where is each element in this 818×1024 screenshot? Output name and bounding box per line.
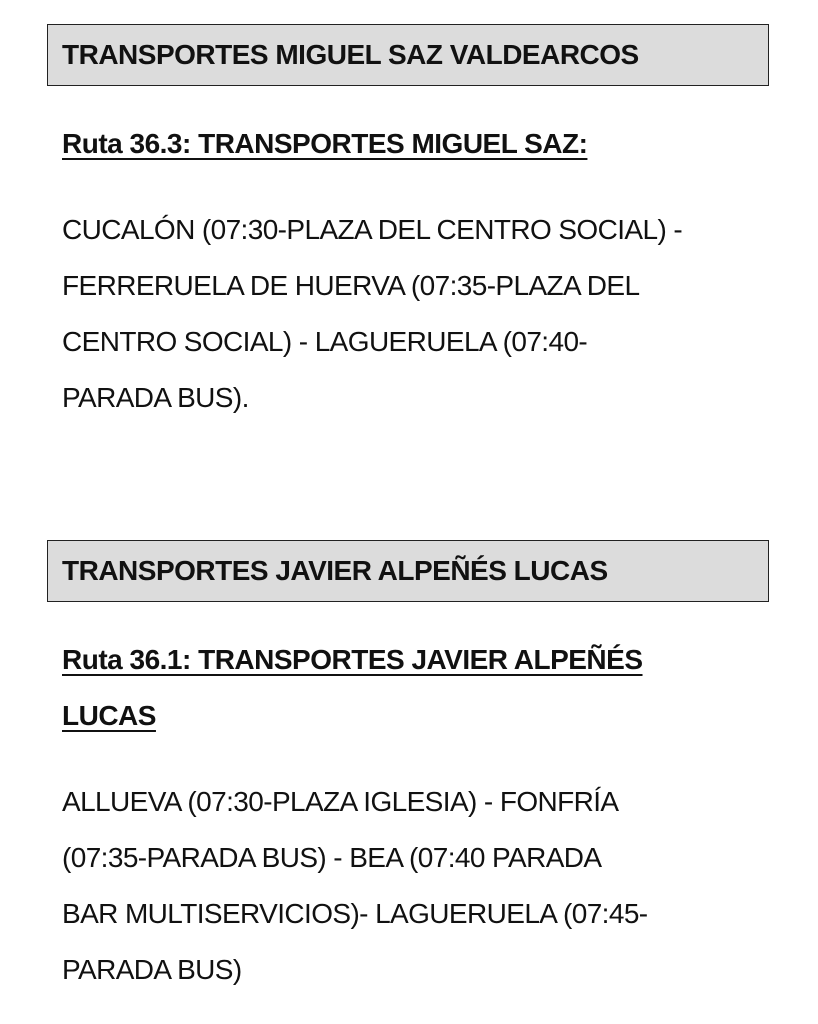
route-line: PARADA BUS).	[62, 382, 249, 413]
route-title	[62, 116, 762, 172]
route-line: PARADA BUS)	[62, 954, 242, 985]
route-description	[62, 774, 772, 998]
route-title-line: LUCAS	[62, 700, 156, 731]
route-line: FERRERUELA DE HUERVA (07:35-PLAZA DEL	[62, 270, 640, 301]
route-title-text: Ruta 36.3: TRANSPORTES MIGUEL SAZ:	[62, 128, 588, 159]
company-header	[47, 24, 769, 86]
company-name: TRANSPORTES MIGUEL SAZ VALDEARCOS	[62, 39, 639, 70]
company-name: TRANSPORTES JAVIER ALPEÑÉS LUCAS	[62, 555, 608, 586]
route-line: ALLUEVA (07:30-PLAZA IGLESIA) - FONFRÍA	[62, 786, 619, 817]
route-line: BAR MULTISERVICIOS)- LAGUERUELA (07:45-	[62, 898, 648, 929]
route-line: CENTRO SOCIAL) - LAGUERUELA (07:40-	[62, 326, 588, 357]
company-header	[47, 540, 769, 602]
route-title-line: Ruta 36.1: TRANSPORTES JAVIER ALPEÑÉS	[62, 644, 643, 675]
route-line: CUCALÓN (07:30-PLAZA DEL CENTRO SOCIAL) -	[62, 214, 683, 245]
route-title	[62, 632, 762, 744]
route-description	[62, 202, 772, 426]
route-line: (07:35-PARADA BUS) - BEA (07:40 PARADA	[62, 842, 602, 873]
